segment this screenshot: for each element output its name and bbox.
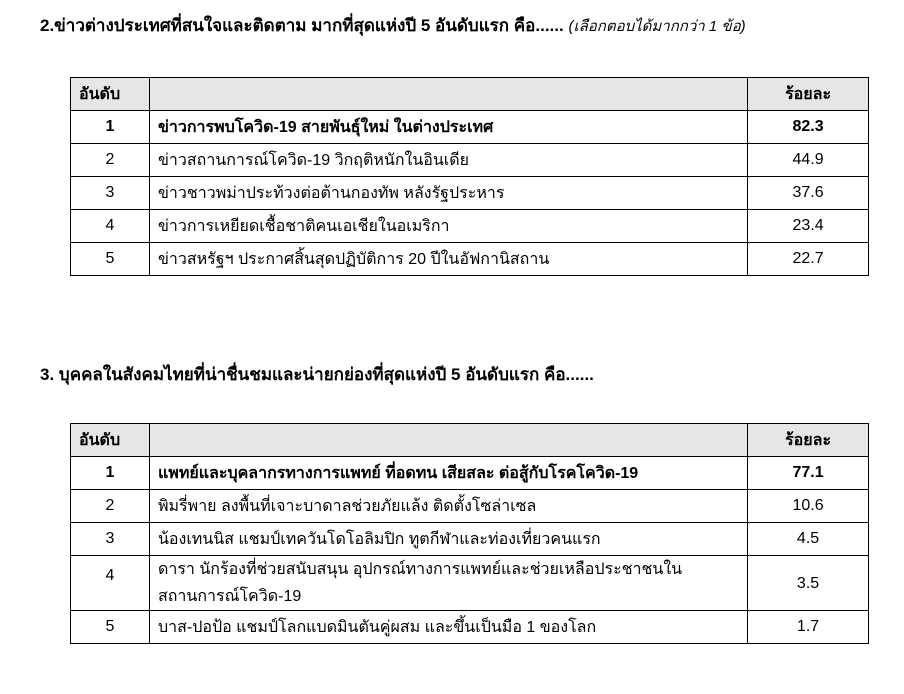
item-cell: ข่าวชาวพม่าประท้วงต่อต้านกองทัพ หลังรัฐประหาร <box>149 177 747 210</box>
table-row <box>71 111 869 144</box>
col-rank-header: อันดับ <box>71 424 150 457</box>
item-cell: ดารา นักร้องที่ช่วยสนับสนุน อุปกรณ์ทางการแพทย์และช่วยเหลือประชาชนในสถานการณ์โควิด-19 <box>149 556 747 611</box>
section-2-heading <box>40 12 746 39</box>
rank-cell: 5 <box>71 243 150 276</box>
rank-cell: 1 <box>71 457 150 490</box>
table-row <box>71 490 869 523</box>
percent-cell: 44.9 <box>748 144 869 177</box>
percent-cell: 22.7 <box>748 243 869 276</box>
col-item-header <box>149 78 747 111</box>
foreign-news-table <box>70 77 869 276</box>
section-2-title: 2.ข่าวต่างประเทศที่สนใจและติดตาม มากที่สุดแห่งปี 5 อันดับแรก คือ...... <box>40 16 564 35</box>
percent-cell: 77.1 <box>748 457 869 490</box>
rank-cell: 2 <box>71 490 150 523</box>
rank-cell: 2 <box>71 144 150 177</box>
table-row <box>71 177 869 210</box>
rank-cell: 1 <box>71 111 150 144</box>
rank-cell: 4 <box>71 210 150 243</box>
item-cell: ข่าวการพบโควิด-19 สายพันธุ์ใหม่ ในต่างประเทศ <box>149 111 747 144</box>
item-cell: ข่าวสถานการณ์โควิด-19 วิกฤติหนักในอินเดีย <box>149 144 747 177</box>
table-row <box>71 523 869 556</box>
table-header-row <box>71 78 869 111</box>
item-cell: แพทย์และบุคลากรทางการแพทย์ ที่อดทน เสียสละ ต่อสู้กับโรคโควิด-19 <box>149 457 747 490</box>
table-row <box>71 210 869 243</box>
table-row <box>71 556 869 611</box>
col-item-header <box>149 424 747 457</box>
percent-cell: 82.3 <box>748 111 869 144</box>
item-cell: ข่าวสหรัฐฯ ประกาศสิ้นสุดปฏิบัติการ 20 ปีในอัฟกานิสถาน <box>149 243 747 276</box>
percent-cell: 3.5 <box>748 556 869 611</box>
admired-people-table <box>70 423 869 644</box>
item-cell: น้องเทนนิส แชมป์เทควันโดโอลิมปิก ทูตกีฬาและท่องเที่ยวคนแรก <box>149 523 747 556</box>
section-3-title: 3. บุคคลในสังคมไทยที่น่าชื่นชมและน่ายกย่องที่สุดแห่งปี 5 อันดับแรก คือ...... <box>40 365 594 384</box>
table-row <box>71 243 869 276</box>
col-percent-header: ร้อยละ <box>748 424 869 457</box>
col-percent-header: ร้อยละ <box>748 78 869 111</box>
percent-cell: 37.6 <box>748 177 869 210</box>
percent-cell: 23.4 <box>748 210 869 243</box>
item-cell: ข่าวการเหยียดเชื้อชาติคนเอเชียในอเมริกา <box>149 210 747 243</box>
section-3-heading <box>40 361 594 388</box>
percent-cell: 10.6 <box>748 490 869 523</box>
percent-cell: 4.5 <box>748 523 869 556</box>
item-cell: บาส-ปอป้อ แชมป์โลกแบดมินตันคู่ผสม และขึ้นเป็นมือ 1 ของโลก <box>149 611 747 644</box>
item-cell: พิมรี่พาย ลงพื้นที่เจาะบาดาลช่วยภัยแล้ง ติดตั้งโซล่าเซล <box>149 490 747 523</box>
table-header-row <box>71 424 869 457</box>
table-row <box>71 144 869 177</box>
rank-cell: 5 <box>71 611 150 644</box>
rank-cell: 4 <box>71 556 150 611</box>
col-rank-header: อันดับ <box>71 78 150 111</box>
rank-cell: 3 <box>71 177 150 210</box>
table-row <box>71 457 869 490</box>
rank-cell: 3 <box>71 523 150 556</box>
percent-cell: 1.7 <box>748 611 869 644</box>
section-2-note: (เลือกตอบได้มากกว่า 1 ข้อ) <box>568 18 746 35</box>
table-row <box>71 611 869 644</box>
